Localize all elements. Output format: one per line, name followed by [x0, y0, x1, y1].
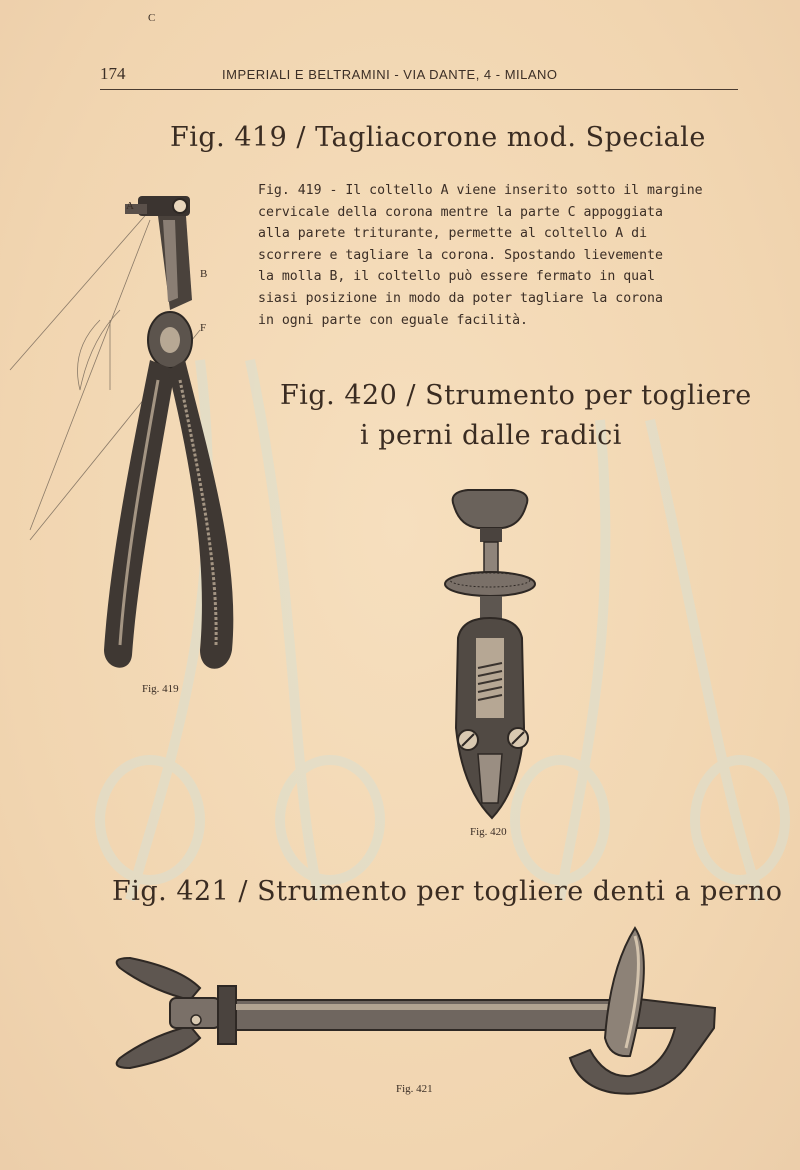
- description-line: in ogni parte con eguale facilità.: [258, 312, 528, 328]
- fig-420-heading-line1: Fig. 420 / Strumento per togliere: [280, 380, 752, 411]
- fig-419-caption: Fig. 419: [142, 683, 179, 695]
- description-line: scorrere e tagliare la corona. Spostando lievemente: [258, 247, 663, 263]
- label-c: C: [148, 12, 156, 24]
- fig-419-description: [258, 180, 728, 331]
- fig-420-caption: Fig. 420: [470, 826, 507, 838]
- label-f: F: [200, 322, 207, 334]
- description-line: Fig. 419 - Il coltello A viene inserito sotto il margine: [258, 183, 703, 198]
- page-number: 174: [100, 64, 126, 83]
- crown-cutter-illustration: [0, 180, 260, 690]
- running-head: [100, 64, 738, 88]
- description-line: alla parete triturante, permette al coltello A di: [258, 226, 648, 242]
- description-line: la molla B, il coltello può essere fermato in qual: [258, 269, 655, 285]
- post-tooth-extractor-illustration: [110, 928, 720, 1098]
- description-line: cervicale della corona mentre la parte C appoggiata: [258, 204, 663, 220]
- post-remover-illustration: [440, 488, 540, 818]
- fig-419-heading: Fig. 419 / Tagliacorone mod. Speciale: [170, 122, 706, 153]
- fig-421-heading: Fig. 421 / Strumento per togliere denti a perno: [112, 876, 783, 907]
- label-a: A: [126, 200, 134, 212]
- fig-420-heading-line2: i perni dalle radici: [360, 420, 622, 451]
- publisher-address: IMPERIALI E BELTRAMINI - VIA DANTE, 4 - MILANO: [222, 67, 558, 82]
- header-rule: [100, 89, 738, 90]
- description-line: siasi posizione in modo da poter tagliare la corona: [258, 290, 663, 306]
- label-b: B: [200, 268, 208, 280]
- fig-421-caption: Fig. 421: [396, 1083, 433, 1095]
